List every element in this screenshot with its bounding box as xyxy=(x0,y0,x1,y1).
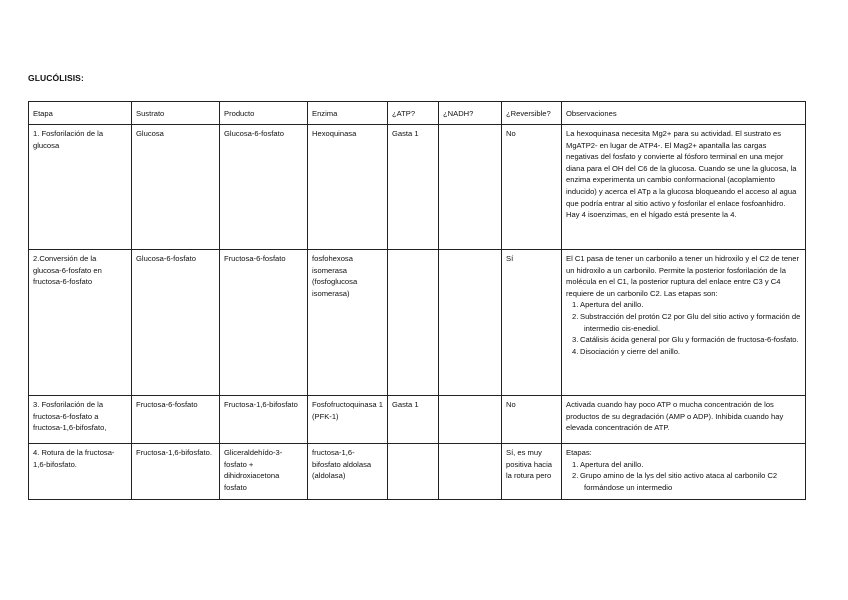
header-reversible: ¿Reversible? xyxy=(502,102,562,125)
cell-producto: Fructosa-6-fosfato xyxy=(220,250,308,396)
cell-reversible: Sí, es muy positiva hacia la rotura pero xyxy=(502,444,562,500)
header-observaciones: Observaciones xyxy=(562,102,806,125)
cell-reversible: No xyxy=(502,125,562,250)
cell-enzima: fructosa-1,6-bifosfato aldolasa (aldolasa) xyxy=(308,444,388,500)
header-atp: ¿ATP? xyxy=(388,102,439,125)
page-title: GLUCÓLISIS: xyxy=(28,73,84,83)
cell-sustrato: Glucosa xyxy=(132,125,220,250)
table-row xyxy=(29,125,806,250)
cell-nadh xyxy=(439,250,502,396)
obs-paragraph: El C1 pasa de tener un carbonilo a tener un hidroxilo y el C2 de tener un hidroxilo a un carbonilo. Permite la posterior fosforilación de la molécula en el C1, la posterior ruptura del enlace entre C3 y C4 requiere de un carbonilo C2. Las etapas son: xyxy=(566,254,800,298)
cell-etapa: 4. Rotura de la fructosa-1,6-bifosfato. xyxy=(29,444,132,500)
cell-atp: Gasta 1 xyxy=(388,125,439,250)
table-header-row xyxy=(29,102,806,125)
obs-paragraph: Hay 4 isoenzimas, en el hígado está presente la 4. xyxy=(566,210,737,220)
cell-observaciones xyxy=(562,125,806,250)
list-number: 3. xyxy=(572,335,579,345)
cell-atp xyxy=(388,444,439,500)
table-row xyxy=(29,444,806,500)
cell-atp: Gasta 1 xyxy=(388,396,439,444)
list-item xyxy=(566,346,801,358)
cell-sustrato: Glucosa-6-fosfato xyxy=(132,250,220,396)
header-producto: Producto xyxy=(220,102,308,125)
obs-paragraph: La hexoquinasa necesita Mg2+ para su actividad. El sustrato es MgATP2- en lugar de ATP4-. El Mag2+ apantalla las cargas negativas del fosfato y convierte al fósforo terminal en una mejor diana para el OH del C6 de la glucosa. Cuando se une la glucosa, la enzima experimenta un cambio conformacional (acoplamiento inducido) y acerca el ATp a la glucosa bloqueando el acceso al agua que podría entrar al sitio activo y fosforilar el enlace fosfoanhidro. xyxy=(566,129,797,208)
header-sustrato: Sustrato xyxy=(132,102,220,125)
list-item xyxy=(566,470,801,493)
list-text: Apertura del anillo. xyxy=(580,459,644,469)
list-number: 1. xyxy=(572,300,579,310)
obs-paragraph: Etapas: xyxy=(566,448,592,457)
cell-reversible: Sí xyxy=(502,250,562,396)
cell-producto: Gliceraldehído-3-fosfato + dihidroxiacetona fosfato xyxy=(220,444,308,500)
cell-observaciones: Activada cuando hay poco ATP o mucha concentración de los productos de su degradación (AMP o ADP). Inhibida cuando hay elevada concentración de ATP. xyxy=(562,396,806,444)
cell-producto: Fructosa-1,6-bifosfato xyxy=(220,396,308,444)
cell-etapa: 3. Fosforilación de la fructosa-6-fosfato a fructosa-1,6-bifosfato, xyxy=(29,396,132,444)
cell-observaciones xyxy=(562,444,806,500)
cell-nadh xyxy=(439,125,502,250)
cell-atp xyxy=(388,250,439,396)
list-item xyxy=(566,299,801,311)
cell-enzima: fosfohexosa isomerasa (fosfoglucosa isomerasa) xyxy=(308,250,388,396)
header-nadh: ¿NADH? xyxy=(439,102,502,125)
cell-enzima: Hexoquinasa xyxy=(308,125,388,250)
glycolysis-table xyxy=(28,101,806,500)
header-enzima: Enzima xyxy=(308,102,388,125)
list-item xyxy=(566,311,801,334)
obs-steps-list xyxy=(566,299,801,357)
list-number: 2. xyxy=(572,471,579,481)
cell-producto: Glucosa-6-fosfato xyxy=(220,125,308,250)
cell-nadh xyxy=(439,396,502,444)
cell-nadh xyxy=(439,444,502,500)
cell-observaciones xyxy=(562,250,806,396)
cell-sustrato: Fructosa-6-fosfato xyxy=(132,396,220,444)
list-number: 2. xyxy=(572,311,579,321)
list-text: Apertura del anillo. xyxy=(580,300,644,310)
header-etapa: Etapa xyxy=(29,102,132,125)
list-text: Catálisis ácida general por Glu y formación de fructosa-6-fosfato. xyxy=(580,335,799,345)
obs-steps-list xyxy=(566,459,801,494)
list-text: Grupo amino de la lys del sitio activo ataca al carbonilo C2 formándose un intermedio xyxy=(580,471,778,492)
list-number: 1. xyxy=(572,459,579,469)
cell-reversible: No xyxy=(502,396,562,444)
cell-etapa: 2.Conversión de la glucosa-6-fosfato en fructosa-6-fosfato xyxy=(29,250,132,396)
table-row xyxy=(29,396,806,444)
cell-sustrato: Fructosa-1,6-bifosfato. xyxy=(132,444,220,500)
cell-etapa: 1. Fosforilación de la glucosa xyxy=(29,125,132,250)
list-item xyxy=(566,459,801,471)
list-text: Substracción del protón C2 por Glu del sitio activo y formación de intermedio cis-enediol. xyxy=(580,311,801,333)
list-item xyxy=(566,334,801,346)
list-text: Disociación y cierre del anillo. xyxy=(580,346,681,356)
table-row xyxy=(29,250,806,396)
cell-enzima: Fosfofructoquinasa 1 (PFK-1) xyxy=(308,396,388,444)
list-number: 4. xyxy=(572,346,579,356)
